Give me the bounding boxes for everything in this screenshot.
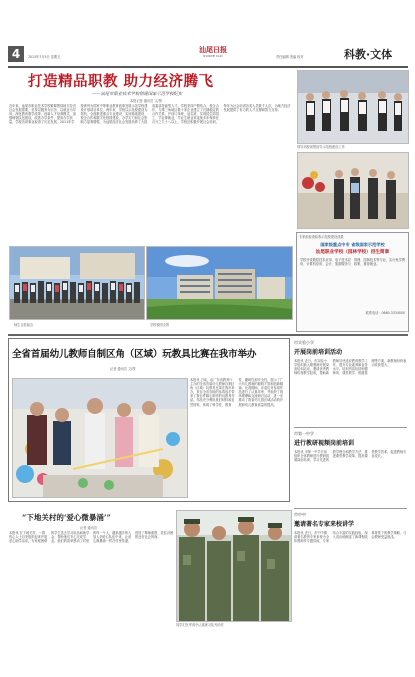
- brief-3-body: 本报讯 近日，市中中邀请著名教育专家来校为全体教师作专题讲座，专家结合丰富的实践经验，深入浅出地阐述了新课程改革背景下的教学策略，与会教师受益匪浅。: [294, 531, 407, 544]
- ad-line-2: 汕尾职业学校（园林学校）招生简章: [315, 250, 390, 255]
- page-number-badge: [8, 46, 24, 62]
- love-story-photo-caption: 同学们在军训中认真练习队列动作: [176, 623, 224, 627]
- date-line: 2013年7月5日 星期五: [28, 55, 61, 59]
- brief-2-body: 本报讯 市第一中学日前组织全体教师进行教研视频岗前培训，学习先进的教学理念和教学方法，推进课堂教学改革，提高课堂教学效率，促进教师专业成长。: [294, 450, 407, 463]
- masthead-title: 汕尾日报: [199, 45, 227, 54]
- top-story-headline: 打造精品职教 助力经济腾飞: [28, 74, 214, 90]
- top-story-subhead: ——汕尾市职业技术学校创建国家示范学校纪实: [92, 92, 183, 97]
- brief-2-kicker: 市第一中学: [294, 431, 314, 436]
- masthead-subtitle: SHANWEI DAILY: [202, 55, 224, 58]
- brief-1-kicker: 市实验小学: [294, 340, 314, 345]
- brief-2-title: 进行教研视频岗前培训: [294, 440, 355, 447]
- photo-military-training: [176, 510, 292, 622]
- ad-body: 学校开设数控技术应用、电子技术应用、计算机应用、会计、旅游服务与管理、园林技术等专业，实行免学费政策，推荐就业。: [300, 258, 405, 267]
- brief-1: [294, 340, 407, 425]
- section-title: 科教·文体: [344, 48, 393, 61]
- brief-3-title: 邀请著名专家来校讲学: [294, 521, 355, 528]
- photo-caption-2: 专家组检查验收示范校建设成果: [299, 235, 344, 239]
- love-story-body: 本报讯 在下地关村，一群热心人士自发组织起来开展爱心助学活动，为家庭困难的学生送去学习用品和助学金，帮助他们安心完成学业。他们的善举感动了村里的每一个人，越来越多的人加入到爱心队伍中来，让爱心像暴涌一样在村里传递，营造了尊师重教、扶贫济困的良好社会风尚。: [9, 531, 174, 544]
- editor-line: 责任编辑 美编 校对: [276, 55, 304, 59]
- photo-group: [9, 246, 145, 320]
- masthead: [178, 45, 248, 58]
- brief-2: [294, 431, 407, 508]
- ad-phone: 联系电话：0660-3334000: [365, 311, 405, 315]
- toy-story-byline: 记者 通讯员 文/图: [110, 367, 136, 371]
- photo-caption-3: 师生合影留念: [14, 323, 34, 327]
- love-story-byline: 记者 通讯员: [80, 526, 97, 530]
- page-header: [8, 44, 408, 66]
- page-number: 4: [11, 47, 21, 61]
- photo-officials-visit: [297, 70, 409, 144]
- photo-inspection: [297, 152, 409, 229]
- toy-story-body: 本报讯 日前，由广东省教育厅主办的全省首届幼儿教师自制区角（区域）玩教具比赛在我市举办，来自全省各地的参赛选手带来了数百件精心制作的玩教具作品。作品充分利用废旧材料和自然材料，体现了科学性、教育性、趣味性和安全性，展示了广大幼儿教师的聪明才智和创新精神。比赛期间，评委们对参赛作品进行了认真评审，并组织了现场观摩和交流研讨活动，进一步推动了我省幼儿园区域活动的开展和幼儿教育质量的提高。: [190, 378, 284, 407]
- brief-3-kicker: 市中中: [294, 512, 306, 517]
- photo-campus: [146, 246, 293, 320]
- brief-1-title: 开展岗前培训活动: [294, 349, 343, 356]
- toy-story-headline: 全省首届幼儿教师自制区角（区域）玩教具比赛在我市举办: [12, 349, 257, 360]
- brief-1-body: 本报讯 近日，市实验小学组织新入职教师开展岗前培训活动，邀请优秀教师传授教学经验，帮助新教师尽快适应教育教学工作，提升专业素养和业务水平。培训内容包括师德师风、课堂教学、班级管理等方面，新教师纷纷表示收获很大。: [294, 359, 407, 376]
- photo-caption-1: 领导到校视察指导示范校建设工作: [297, 145, 345, 149]
- photo-toy-competition: [12, 378, 188, 498]
- love-story-headline: “下地关村的‘爱心微暴涌’”: [22, 513, 111, 522]
- school-ad-box: [296, 232, 409, 332]
- photo-caption-4: 学校校园全景: [150, 323, 170, 327]
- top-story-body: 近年来，汕尾市职业技术学校紧紧围绕地方经济社会发展需要，坚持以服务为宗旨、以就业为导向，深化教育教学改革，创新人才培养模式，加强师资队伍建设，改善办学条件，提高办学质量，学校各项事业取得了长足发展。2011年学校被列为国家中等职业教育改革发展示范学校建设计划项目单位，两年来，学校以示范校建设为契机，全面推进重点专业建设、实训基地建设、校企合作和数字化校园建设，办学实力和社会影响力显著增强，为汕尾经济社会发展培养了大批高素质技能型人才。学校坚持产教结合、校企合作，与珠三角地区数十家企业建立了长期稳定的合作关系，开设订单班、冠名班，实现招生即招工、毕业即就业，毕业生就业率连续多年保持在百分之九十八以上。学校还积极开展社会培训，每年为社会培训各类人员数千人次，为地方经济发展提供了有力的人才支撑和智力支持。: [9, 104, 291, 125]
- ad-line-1: 国家级重点中专 省级国家示范学校: [320, 242, 385, 247]
- brief-3: [294, 512, 407, 641]
- top-story-byline: 本报记者 通讯员 文/图: [130, 99, 162, 103]
